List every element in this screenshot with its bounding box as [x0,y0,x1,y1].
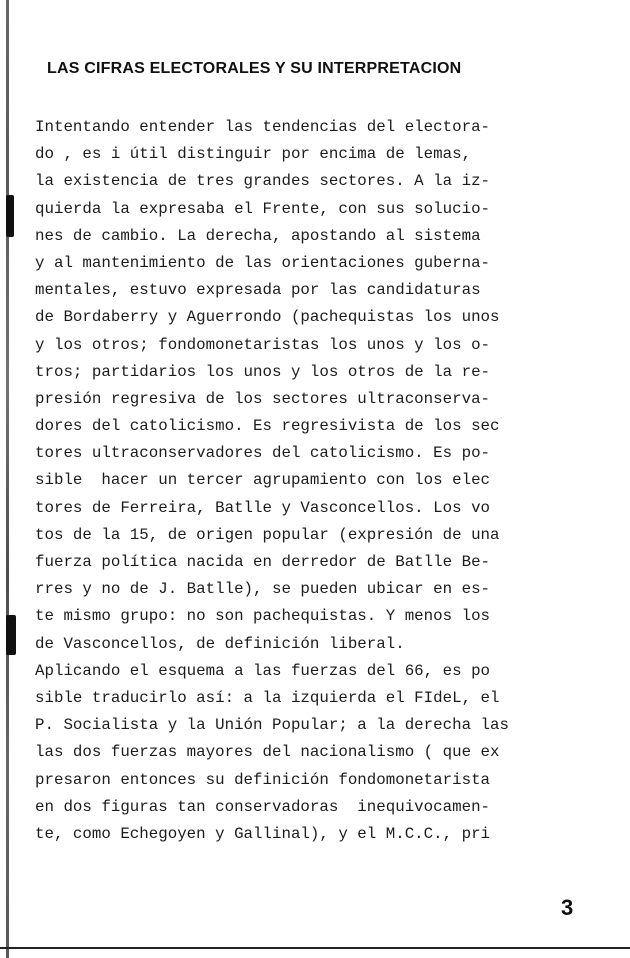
text-line: sible traducirlo así: a la izquierda el FIdeL, el [35,688,500,707]
page-heading: LAS CIFRAS ELECTORALES Y SU INTERPRETACION [47,60,462,77]
text-line: te mismo grupo: no son pachequistas. Y menos los [35,607,491,626]
text-line: tos de la 15, de origen popular (expresión de una [35,525,500,544]
ink-blot-lower [6,615,16,655]
text-line: dores del catolicismo. Es regresivista de los sec [35,417,500,436]
text-line: rres y no de J. Batlle), se pueden ubicar en es- [35,580,491,599]
text-line: tros; partidarios los unos y los otros de la re- [35,362,491,381]
text-line: P. Socialista y la Unión Popular; a la derecha las [35,716,509,735]
text-line: tores de Ferreira, Batlle y Vasconcellos. Los vo [35,498,491,517]
ink-blot-upper [6,195,14,237]
text-line: sible hacer un tercer agrupamiento con los elec [35,471,491,490]
text-line: Aplicando el esquema a las fuerzas del 66, es po [35,661,491,680]
body-text [35,114,615,848]
text-line: fuerza política nacida en derredor de Batlle Be- [35,553,491,571]
bottom-rule [0,947,630,949]
text-line: nes de cambio. La derecha, apostando al sistema [35,226,481,245]
text-line: do , es i útil distinguir por encima de lemas, [35,145,472,164]
page-number: 3 [561,895,574,920]
text-line: de Vasconcellos, de definición liberal. [35,634,405,653]
text-line: quierda la expresaba el Frente, con sus solucio- [35,199,491,218]
text-line: las dos fuerzas mayores del nacionalismo ( que ex [35,743,500,762]
text-line: tores ultraconservadores del catolicismo. Es po- [35,444,491,463]
text-line: y al mantenimiento de las orientaciones guberna- [35,253,491,272]
text-line: y los otros; fondomonetaristas los unos y los o- [35,335,491,354]
text-line: te, como Echegoyen y Gallinal), y el M.C.C., pri [35,824,491,843]
text-line: mentales, estuvo expresada por las candidaturas [35,281,481,300]
page-left-edge [6,0,9,958]
text-line: Intentando entender las tendencias del electora- [35,118,491,136]
text-line: presión regresiva de los sectores ultraconserva- [35,389,491,408]
text-line: la existencia de tres grandes sectores. A la iz- [35,172,491,191]
text-line: de Bordaberry y Aguerrondo (pachequistas los unos [35,308,500,327]
text-line: presaron entonces su definición fondomonetarista [35,770,491,789]
text-line: en dos figuras tan conservadoras inequivocamen- [35,797,491,816]
